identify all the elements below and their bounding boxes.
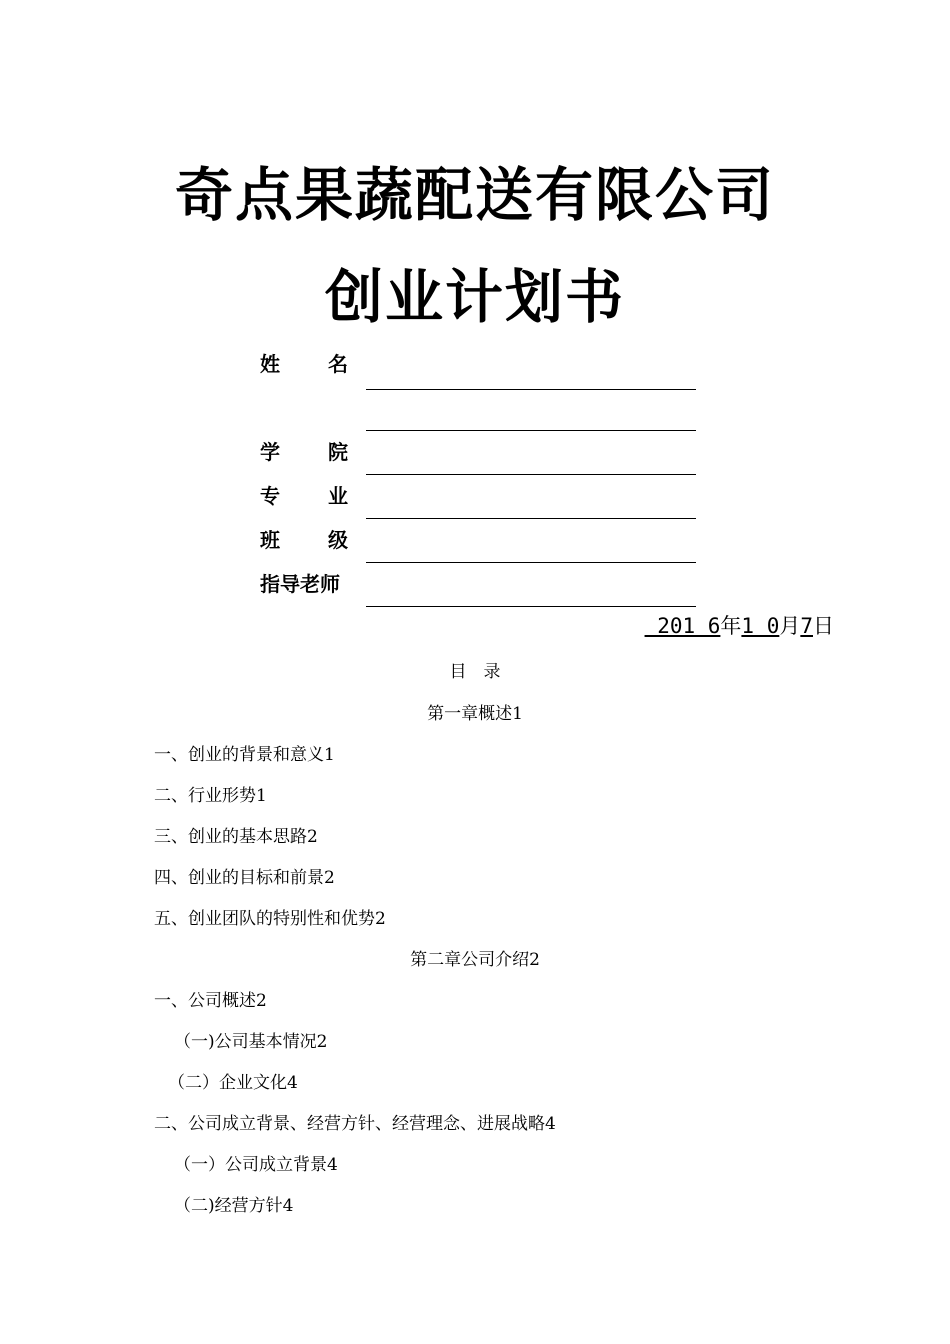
toc-chapter: 第二章公司介绍2	[410, 950, 540, 970]
field-label-char: 名	[328, 352, 348, 376]
toc-item: 四、创业的目标和前景2	[154, 868, 335, 888]
field-label-char: 级	[328, 528, 348, 552]
field-label-char: 院	[328, 440, 348, 464]
company-title: 奇点果蔬配送有限公司	[174, 161, 775, 229]
toc-subitem: （一)公司基本情况2	[174, 1032, 328, 1052]
date-month: 1 0	[741, 614, 780, 638]
field-label-advisor: 指导老师	[260, 572, 340, 596]
date-line	[645, 610, 834, 640]
toc-subitem: （二)经营方针4	[174, 1196, 294, 1216]
field-label-major	[260, 480, 348, 509]
toc-item: 二、公司成立背景、经营方针、经营理念、进展战略4	[154, 1114, 556, 1134]
toc-heading: 目 录	[449, 662, 501, 682]
date-day-unit: 日	[813, 614, 834, 638]
field-label-char: 学	[260, 440, 280, 464]
field-label-char: 业	[328, 484, 348, 508]
advisor-input-line[interactable]	[366, 606, 696, 607]
toc-chapter: 第一章概述1	[427, 704, 523, 724]
date-year: 201 6	[644, 614, 721, 638]
toc-item: 五、创业团队的特别性和优势2	[154, 909, 386, 929]
blank-input-line[interactable]	[366, 430, 696, 431]
toc-item: 一、公司概述2	[154, 991, 267, 1011]
document-title: 创业计划书	[324, 263, 625, 331]
toc-item: 二、行业形势1	[154, 786, 267, 806]
field-label-char: 班	[260, 528, 280, 552]
date-year-unit: 年	[720, 614, 742, 638]
field-label-char: 专	[260, 484, 280, 508]
toc-subitem: （二）企业文化4	[168, 1073, 298, 1093]
name-input-line[interactable]	[366, 389, 696, 390]
date-day: 7	[800, 614, 813, 638]
field-label-char: 姓	[260, 352, 280, 376]
field-label-name	[260, 348, 348, 377]
toc-item: 一、创业的背景和意义1	[154, 745, 335, 765]
major-input-line[interactable]	[366, 518, 696, 519]
date-month-unit: 月	[779, 614, 801, 638]
field-label-class	[260, 524, 348, 553]
toc-subitem: （一）公司成立背景4	[174, 1155, 338, 1175]
college-input-line[interactable]	[366, 474, 696, 475]
class-input-line[interactable]	[366, 562, 696, 563]
toc-item: 三、创业的基本思路2	[154, 827, 318, 847]
field-label-college	[260, 436, 348, 465]
